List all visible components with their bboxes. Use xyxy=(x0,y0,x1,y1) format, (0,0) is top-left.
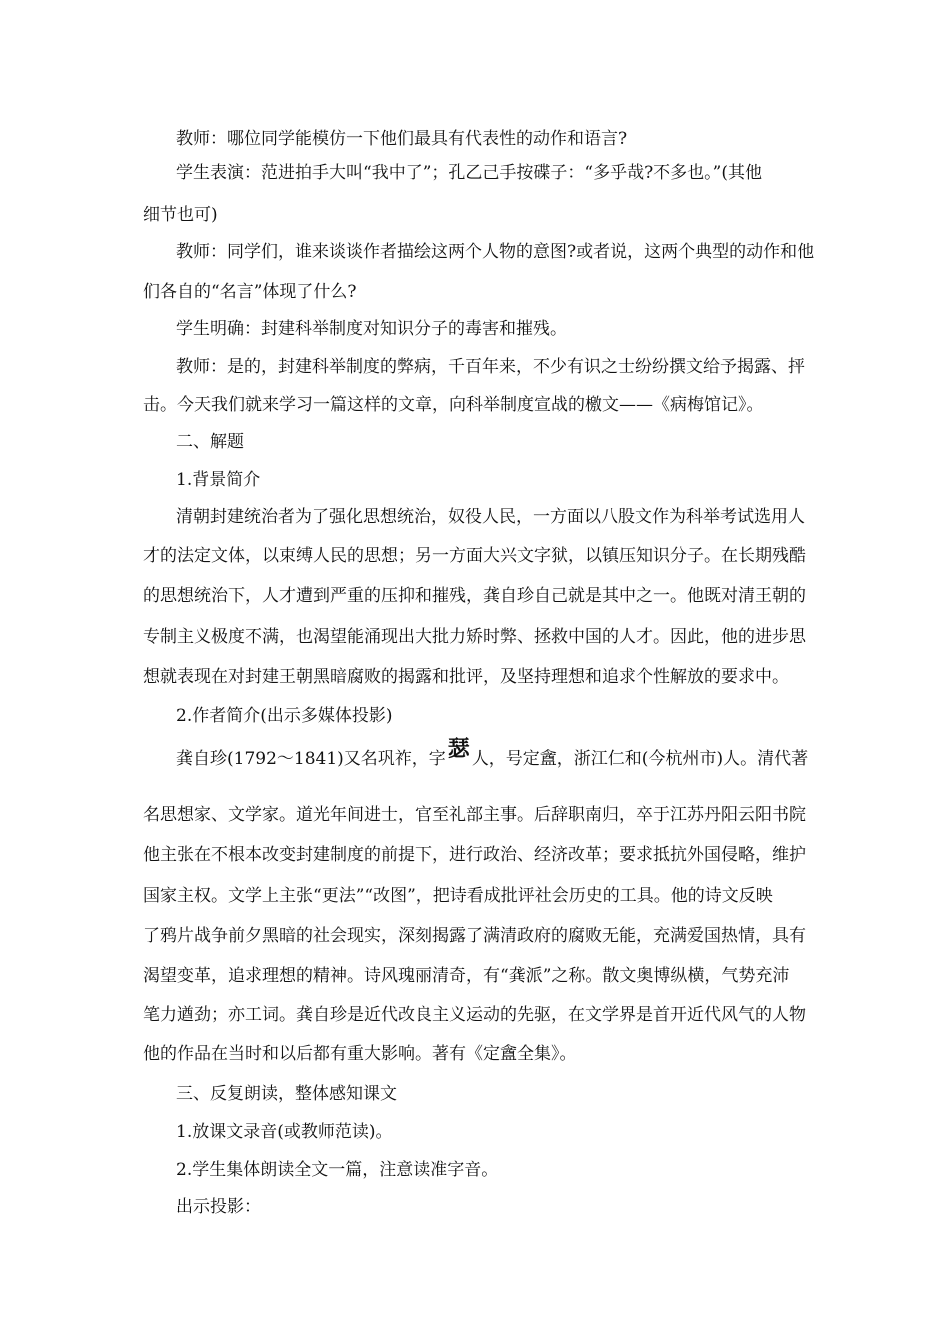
paragraph-line: 教师：哪位同学能模仿一下他们最具有代表性的动作和语言? xyxy=(176,129,628,149)
author-intro-text: 龚自珍(1792～1841)又名巩祚，字 xyxy=(176,749,446,769)
paragraph-line: 教师：同学们，谁来谈谈作者描绘这两个人物的意图?或者说，这两个典型的动作和他 xyxy=(176,242,815,262)
paragraph-line: 名思想家、文学家。道光年间进士，官至礼部主事。后辞职南归，卒于江苏丹阳云阳书院 xyxy=(143,805,806,825)
paragraph-line: 他主张在不根本改变封建制度的前提下，进行政治、经济改革；要求抵抗外国侵略，维护 xyxy=(143,845,806,865)
paragraph-line: 们各自的“名言”体现了什么? xyxy=(143,282,357,302)
paragraph-line: 才的法定文体，以束缚人民的思想；另一方面大兴文字狱，以镇压知识分子。在长期残酷 xyxy=(143,546,806,566)
author-intro-line xyxy=(176,736,809,770)
paragraph-line: 想就表现在对封建王朝黑暗腐败的揭露和批评，及坚持理想和追求个性解放的要求中。 xyxy=(143,667,789,687)
section-heading: 二、解题 xyxy=(176,432,244,452)
paragraph-line: 专制主义极度不满，也渴望能涌现出大批力矫时弊、拯救中国的人才。因此，他的进步思 xyxy=(143,627,806,647)
paragraph-line: 的思想统治下，人才遭到严重的压抑和摧残，龚自珍自己就是其中之一。他既对清王朝的 xyxy=(143,586,806,606)
list-item: 2.学生集体朗读全文一篇，注意读准字音。 xyxy=(176,1160,499,1180)
paragraph-line: 学生表演：范进拍手大叫“我中了”；孔乙己手按碟子：“多乎哉?不多也。”(其他 xyxy=(176,163,763,183)
paragraph-line: 细节也可) xyxy=(143,205,218,225)
inline-glyph: 瑟 xyxy=(447,736,470,762)
paragraph-line: 他的作品在当时和以后都有重大影响。著有《定盦全集》。 xyxy=(143,1044,577,1064)
paragraph-line: 出示投影： xyxy=(176,1197,261,1217)
subsection-heading: 1.背景简介 xyxy=(176,470,261,490)
author-intro-text: 人，号定盦，浙江仁和(今杭州市)人。清代著 xyxy=(471,749,809,769)
paragraph-line: 渴望变革，追求理想的精神。诗风瑰丽清奇，有“龚派”之称。散文奥博纵横，气势充沛 xyxy=(143,966,790,986)
paragraph-line: 教师：是的，封建科举制度的弊病，千百年来，不少有识之士纷纷撰文给予揭露、抨 xyxy=(176,357,805,377)
section-heading: 三、反复朗读，整体感知课文 xyxy=(176,1084,397,1104)
paragraph-line: 学生明确：封建科举制度对知识分子的毒害和摧残。 xyxy=(176,319,567,339)
paragraph-line: 笔力遒劲；亦工词。龚自珍是近代改良主义运动的先驱，在文学界是首开近代风气的人物 xyxy=(143,1005,806,1025)
paragraph-line: 击。今天我们就来学习一篇这样的文章，向科举制度宣战的檄文——《病梅馆记》。 xyxy=(143,395,764,415)
paragraph-line: 国家主权。文学上主张“更法”“改图”，把诗看成批评社会历史的工具。他的诗文反映 xyxy=(143,886,773,906)
paragraph-line: 了鸦片战争前夕黑暗的社会现实，深刻揭露了满清政府的腐败无能，充满爱国热情，具有 xyxy=(143,926,806,946)
subsection-heading: 2.作者简介(出示多媒体投影) xyxy=(176,706,393,726)
paragraph-line: 清朝封建统治者为了强化思想统治，奴役人民，一方面以八股文作为科举考试选用人 xyxy=(176,507,805,527)
list-item: 1.放课文录音(或教师范读)。 xyxy=(176,1122,393,1142)
